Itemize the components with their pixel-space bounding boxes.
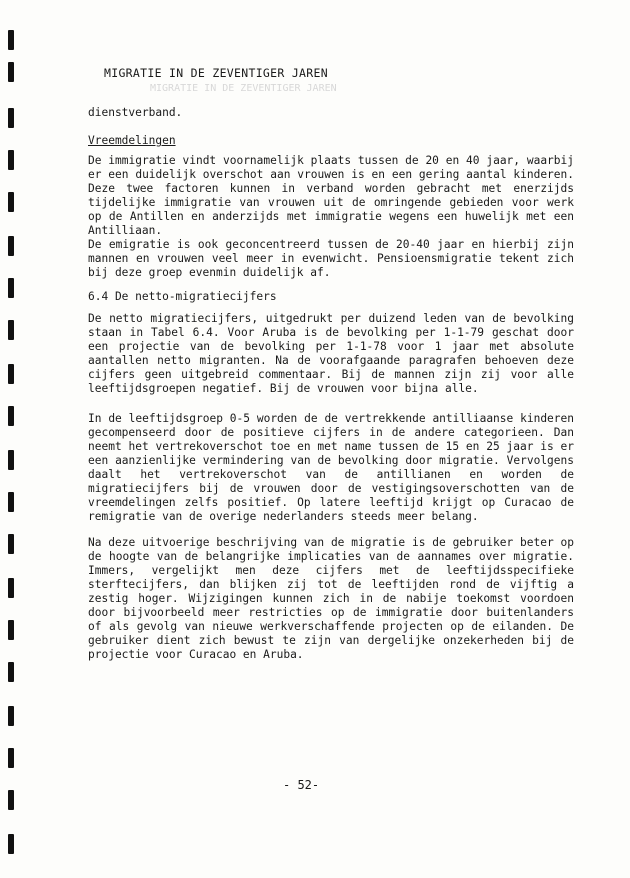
- binding-holes: [8, 30, 14, 870]
- page-number: - 52-: [283, 778, 320, 792]
- intro-line: dienstverband.: [88, 106, 183, 119]
- paragraph-conclusie: Na deze uitvoerige beschrijving van de migratie is de gebruiker beter op de hoogte van de belangrijke implicaties van de aannames over migratie. Immers, vergelijkt men deze cijfers met de leeftijdsspecifieke sterftecijfers, dan blijken zij tot de leeftijden rond de vijftig a zestig hoger. Wijzigingen kunnen zich in de nabije toekomst voordoen door bijvoorbeeld meer restricties op de immigratie door buitenlanders of als gevolg van nieuwe werkverschaffende projecten op de eilanden. De gebruiker dient zich bewust te zijn van dergelijke onzekerheden bij de projectie voor Curacao en Aruba.: [88, 536, 574, 661]
- bleed-through-header: MIGRATIE IN DE ZEVENTIGER JAREN: [150, 83, 337, 94]
- page-header: MIGRATIE IN DE ZEVENTIGER JAREN: [104, 66, 328, 80]
- section-heading-vreemdelingen: Vreemdelingen: [88, 134, 176, 147]
- section-heading-netto-migratie: 6.4 De netto-migratiecijfers: [88, 290, 277, 303]
- paragraph-leeftijdsgroep: In de leeftijdsgroep 0-5 worden de de vertrekkende antilliaanse kinderen gecompenseerd door de positieve cijfers in de andere categorieen. Dan neemt het vertrekoverschot toe en met name tussen de 15 en 25 jaar is er een aanzienlijke vermindering van de bevolking door migratie. Vervolgens daalt het vertrekoverschot van de antillianen en worden de migratiecijfers bij de vrouwen door de vestigingsoverschotten van de vreemdelingen zelfs positief. Op latere leeftijd krijgt op Curacao de remigratie van de overige nederlanders steeds meer belang.: [88, 412, 574, 523]
- paragraph-immigratie: De immigratie vindt voornamelijk plaats tussen de 20 en 40 jaar, waarbij er een duidelijk overschot aan vrouwen is en een gering aantal kinderen. Deze twee factoren kunnen in verband worden gebracht met enerzijds tijdelijke immigratie van vrouwen uit de omringende gebieden voor werk op de Antillen en anderzijds met immigratie wegens een huwelijk met een Antilliaan.: [88, 154, 574, 237]
- paragraph-emigratie: De emigratie is ook geconcentreerd tussen de 20-40 jaar en hierbij zijn mannen en vrouwen veel meer in evenwicht. Pensioensmigratie tekent zich bij deze groep evenmin duidelijk af.: [88, 238, 574, 279]
- paragraph-netto-migratiecijfers: De netto migratiecijfers, uitgedrukt per duizend leden van de bevolking staan in Tabel 6.4. Voor Aruba is de bevolking per 1-1-79 geschat door een projectie van de bevolking per 1-1-78 voor 1 jaar met absolute aantallen netto migranten. Na de voorafgaande paragrafen behoeven deze cijfers geen uitgebreid commentaar. Bij de mannen zijn zij voor alle leeftijdsgroepen negatief. Bij de vrouwen voor bijna alle.: [88, 312, 574, 395]
